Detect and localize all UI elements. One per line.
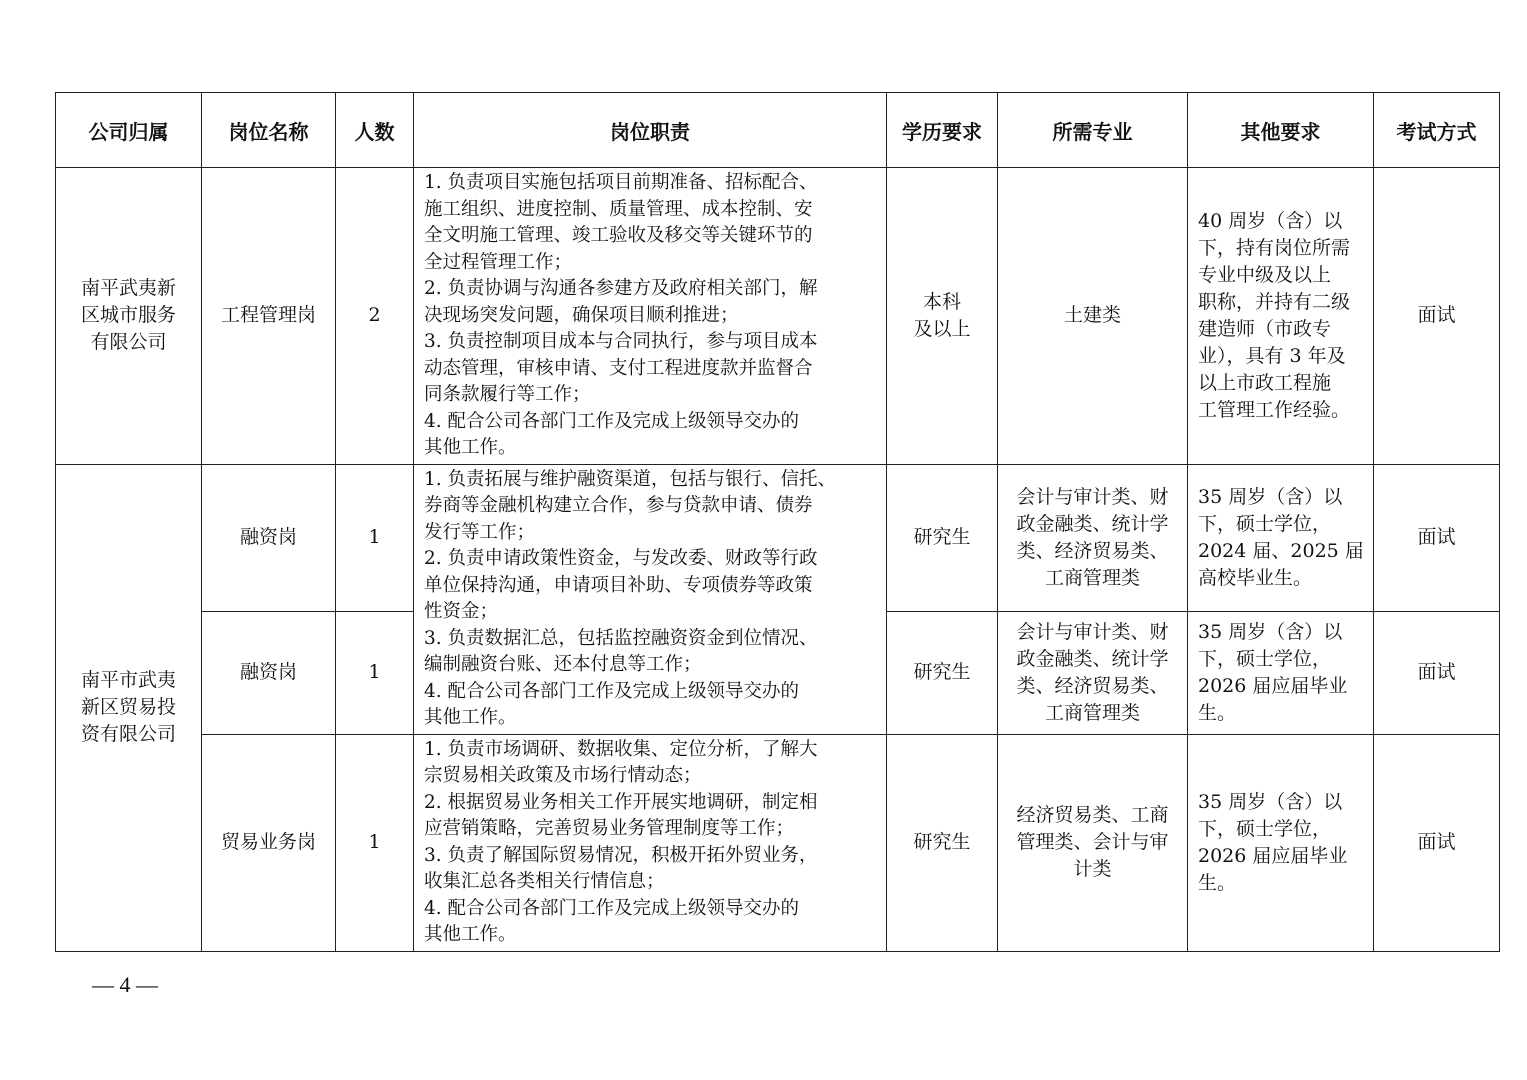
header-duties: 岗位职责 xyxy=(414,93,887,168)
education-line: 本科 xyxy=(922,290,961,313)
duty-line: 宗贸易相关政策及市场行情动态； xyxy=(424,765,702,786)
company-cell xyxy=(56,168,202,465)
duty-line: 应营销策略，完善贸易业务管理制度等工作； xyxy=(424,818,795,839)
other-requirements-cell xyxy=(1188,168,1374,465)
major-cell xyxy=(998,734,1188,951)
company-cell xyxy=(56,464,202,951)
other-line: 高校毕业生。 xyxy=(1198,566,1313,589)
header-exam: 考试方式 xyxy=(1374,93,1500,168)
duty-line: 2. 负责协调与沟通各参建方及政府相关部门，解 xyxy=(424,278,818,299)
major-line: 政金融类、统计学 xyxy=(1016,647,1169,670)
duty-line: 3. 负责了解国际贸易情况，积极开拓外贸业务， xyxy=(424,844,818,866)
position-cell: 融资岗 xyxy=(202,612,336,734)
duty-line: 动态管理，审核申请、支付工程进度款并监督合 xyxy=(424,357,813,379)
duty-line: 3. 负责控制项目成本与合同执行，参与项目成本 xyxy=(424,331,818,352)
other-line: 2026 届应届毕业 xyxy=(1198,844,1348,867)
company-line: 资有限公司 xyxy=(80,723,176,745)
major-line: 计类 xyxy=(1073,858,1112,880)
major-cell xyxy=(998,464,1188,612)
duties-cell xyxy=(414,464,887,734)
other-line: 工管理工作经验。 xyxy=(1198,398,1351,421)
position-cell: 工程管理岗 xyxy=(202,168,336,465)
duty-line: 4. 配合公司各部门工作及完成上级领导交办的 xyxy=(424,897,800,919)
duty-line: 4. 配合公司各部门工作及完成上级领导交办的 xyxy=(424,680,800,702)
other-line: 以上市政工程施 xyxy=(1198,371,1332,394)
exam-cell: 面试 xyxy=(1374,734,1500,951)
major-cell: 土建类 xyxy=(998,168,1188,465)
major-line: 会计与审计类、财 xyxy=(1016,620,1169,643)
duty-line: 单位保持沟通，申请项目补助、专项债券等政策 xyxy=(424,574,813,596)
duty-line: 1. 负责市场调研、数据收集、定位分析，了解大 xyxy=(424,738,818,760)
major-line: 工商管理类 xyxy=(1044,566,1140,589)
duty-line: 性资金； xyxy=(424,601,499,622)
count-cell: 1 xyxy=(336,464,414,612)
major-line: 类、经济贸易类、 xyxy=(1016,674,1169,697)
other-line: 2026 届应届毕业 xyxy=(1198,674,1348,697)
duty-line: 施工组织、进度控制、质量管理、成本控制、安 xyxy=(424,198,813,220)
count-cell: 1 xyxy=(336,612,414,734)
position-cell: 融资岗 xyxy=(202,464,336,612)
company-line: 新区贸易投 xyxy=(80,696,176,718)
other-requirements-cell xyxy=(1188,734,1374,951)
exam-cell: 面试 xyxy=(1374,464,1500,612)
header-education: 学历要求 xyxy=(887,93,998,168)
other-line: 40 周岁（含）以 xyxy=(1198,209,1343,232)
duty-line: 收集汇总各类相关行情信息； xyxy=(424,871,665,892)
header-major: 所需专业 xyxy=(998,93,1188,168)
count-cell: 1 xyxy=(336,734,414,951)
exam-cell: 面试 xyxy=(1374,612,1500,734)
duty-line: 券商等金融机构建立合作，参与贷款申请、债券 xyxy=(424,495,813,516)
duty-line: 同条款履行等工作； xyxy=(424,384,591,405)
other-line: 35 周岁（含）以 xyxy=(1198,790,1343,813)
education-line: 及以上 xyxy=(913,317,971,340)
other-line: 业），具有 3 年及 xyxy=(1198,344,1346,367)
major-line: 管理类、会计与审 xyxy=(1016,831,1169,853)
table-row xyxy=(56,464,1500,612)
other-line: 2024 届、2025 届 xyxy=(1198,539,1364,562)
header-row xyxy=(56,93,1500,168)
company-line: 区城市服务 xyxy=(80,304,176,327)
education-cell xyxy=(887,168,998,465)
duty-line: 决现场突发问题，确保项目顺利推进； xyxy=(424,304,739,326)
table-row xyxy=(56,168,1500,465)
major-line: 经济贸易类、工商 xyxy=(1016,804,1169,826)
duty-line: 4. 配合公司各部门工作及完成上级领导交办的 xyxy=(424,410,800,432)
other-requirements-cell xyxy=(1188,612,1374,734)
major-line: 工商管理类 xyxy=(1044,701,1140,724)
other-requirements-cell xyxy=(1188,464,1374,612)
other-line: 下，硕士学位， xyxy=(1198,647,1332,670)
duty-line: 2. 负责申请政策性资金，与发改委、财政等行政 xyxy=(424,548,818,569)
other-line: 下，硕士学位， xyxy=(1198,817,1332,840)
other-line: 生。 xyxy=(1198,871,1237,894)
duty-line: 其他工作。 xyxy=(424,437,517,458)
duty-line: 全过程管理工作； xyxy=(424,251,573,273)
other-line: 职称，并持有二级 xyxy=(1198,290,1351,313)
count-cell: 2 xyxy=(336,168,414,465)
header-other: 其他要求 xyxy=(1188,93,1374,168)
position-cell: 贸易业务岗 xyxy=(202,734,336,951)
duty-line: 其他工作。 xyxy=(424,924,517,945)
other-line: 下，硕士学位， xyxy=(1198,512,1332,535)
education-cell: 研究生 xyxy=(887,612,998,734)
education-cell: 研究生 xyxy=(887,734,998,951)
major-cell xyxy=(998,612,1188,734)
recruitment-table xyxy=(55,92,1500,952)
other-line: 建造师（市政专 xyxy=(1198,317,1332,340)
duty-line: 其他工作。 xyxy=(424,707,517,728)
other-line: 生。 xyxy=(1198,701,1237,724)
company-line: 南平武夷新 xyxy=(80,277,176,300)
company-line: 有限公司 xyxy=(90,331,167,354)
header-count: 人数 xyxy=(336,93,414,168)
company-line: 南平市武夷 xyxy=(80,669,176,691)
table-row xyxy=(56,734,1500,951)
major-line: 会计与审计类、财 xyxy=(1016,485,1169,508)
duty-line: 3. 负责数据汇总，包括监控融资资金到位情况、 xyxy=(424,627,818,649)
duty-line: 2. 根据贸易业务相关工作开展实地调研，制定相 xyxy=(424,791,818,813)
duty-line: 编制融资台账、还本付息等工作； xyxy=(424,654,702,675)
major-line: 类、经济贸易类、 xyxy=(1016,539,1169,562)
other-line: 下，持有岗位所需 xyxy=(1198,236,1351,259)
other-line: 35 周岁（含）以 xyxy=(1198,485,1343,508)
education-cell: 研究生 xyxy=(887,464,998,612)
major-line: 政金融类、统计学 xyxy=(1016,512,1169,535)
header-position: 岗位名称 xyxy=(202,93,336,168)
other-line: 35 周岁（含）以 xyxy=(1198,620,1343,643)
duties-cell xyxy=(414,168,887,465)
duties-cell xyxy=(414,734,887,951)
duty-line: 1. 负责项目实施包括项目前期准备、招标配合、 xyxy=(424,172,818,193)
header-company: 公司归属 xyxy=(56,93,202,168)
exam-cell: 面试 xyxy=(1374,168,1500,465)
duty-line: 发行等工作； xyxy=(424,521,536,543)
duty-line: 1. 负责拓展与维护融资渠道，包括与银行、信托、 xyxy=(424,468,837,490)
other-line: 专业中级及以上 xyxy=(1198,263,1332,286)
duty-line: 全文明施工管理、竣工验收及移交等关键环节的 xyxy=(424,225,813,246)
page-number: — 4 — xyxy=(92,972,158,997)
